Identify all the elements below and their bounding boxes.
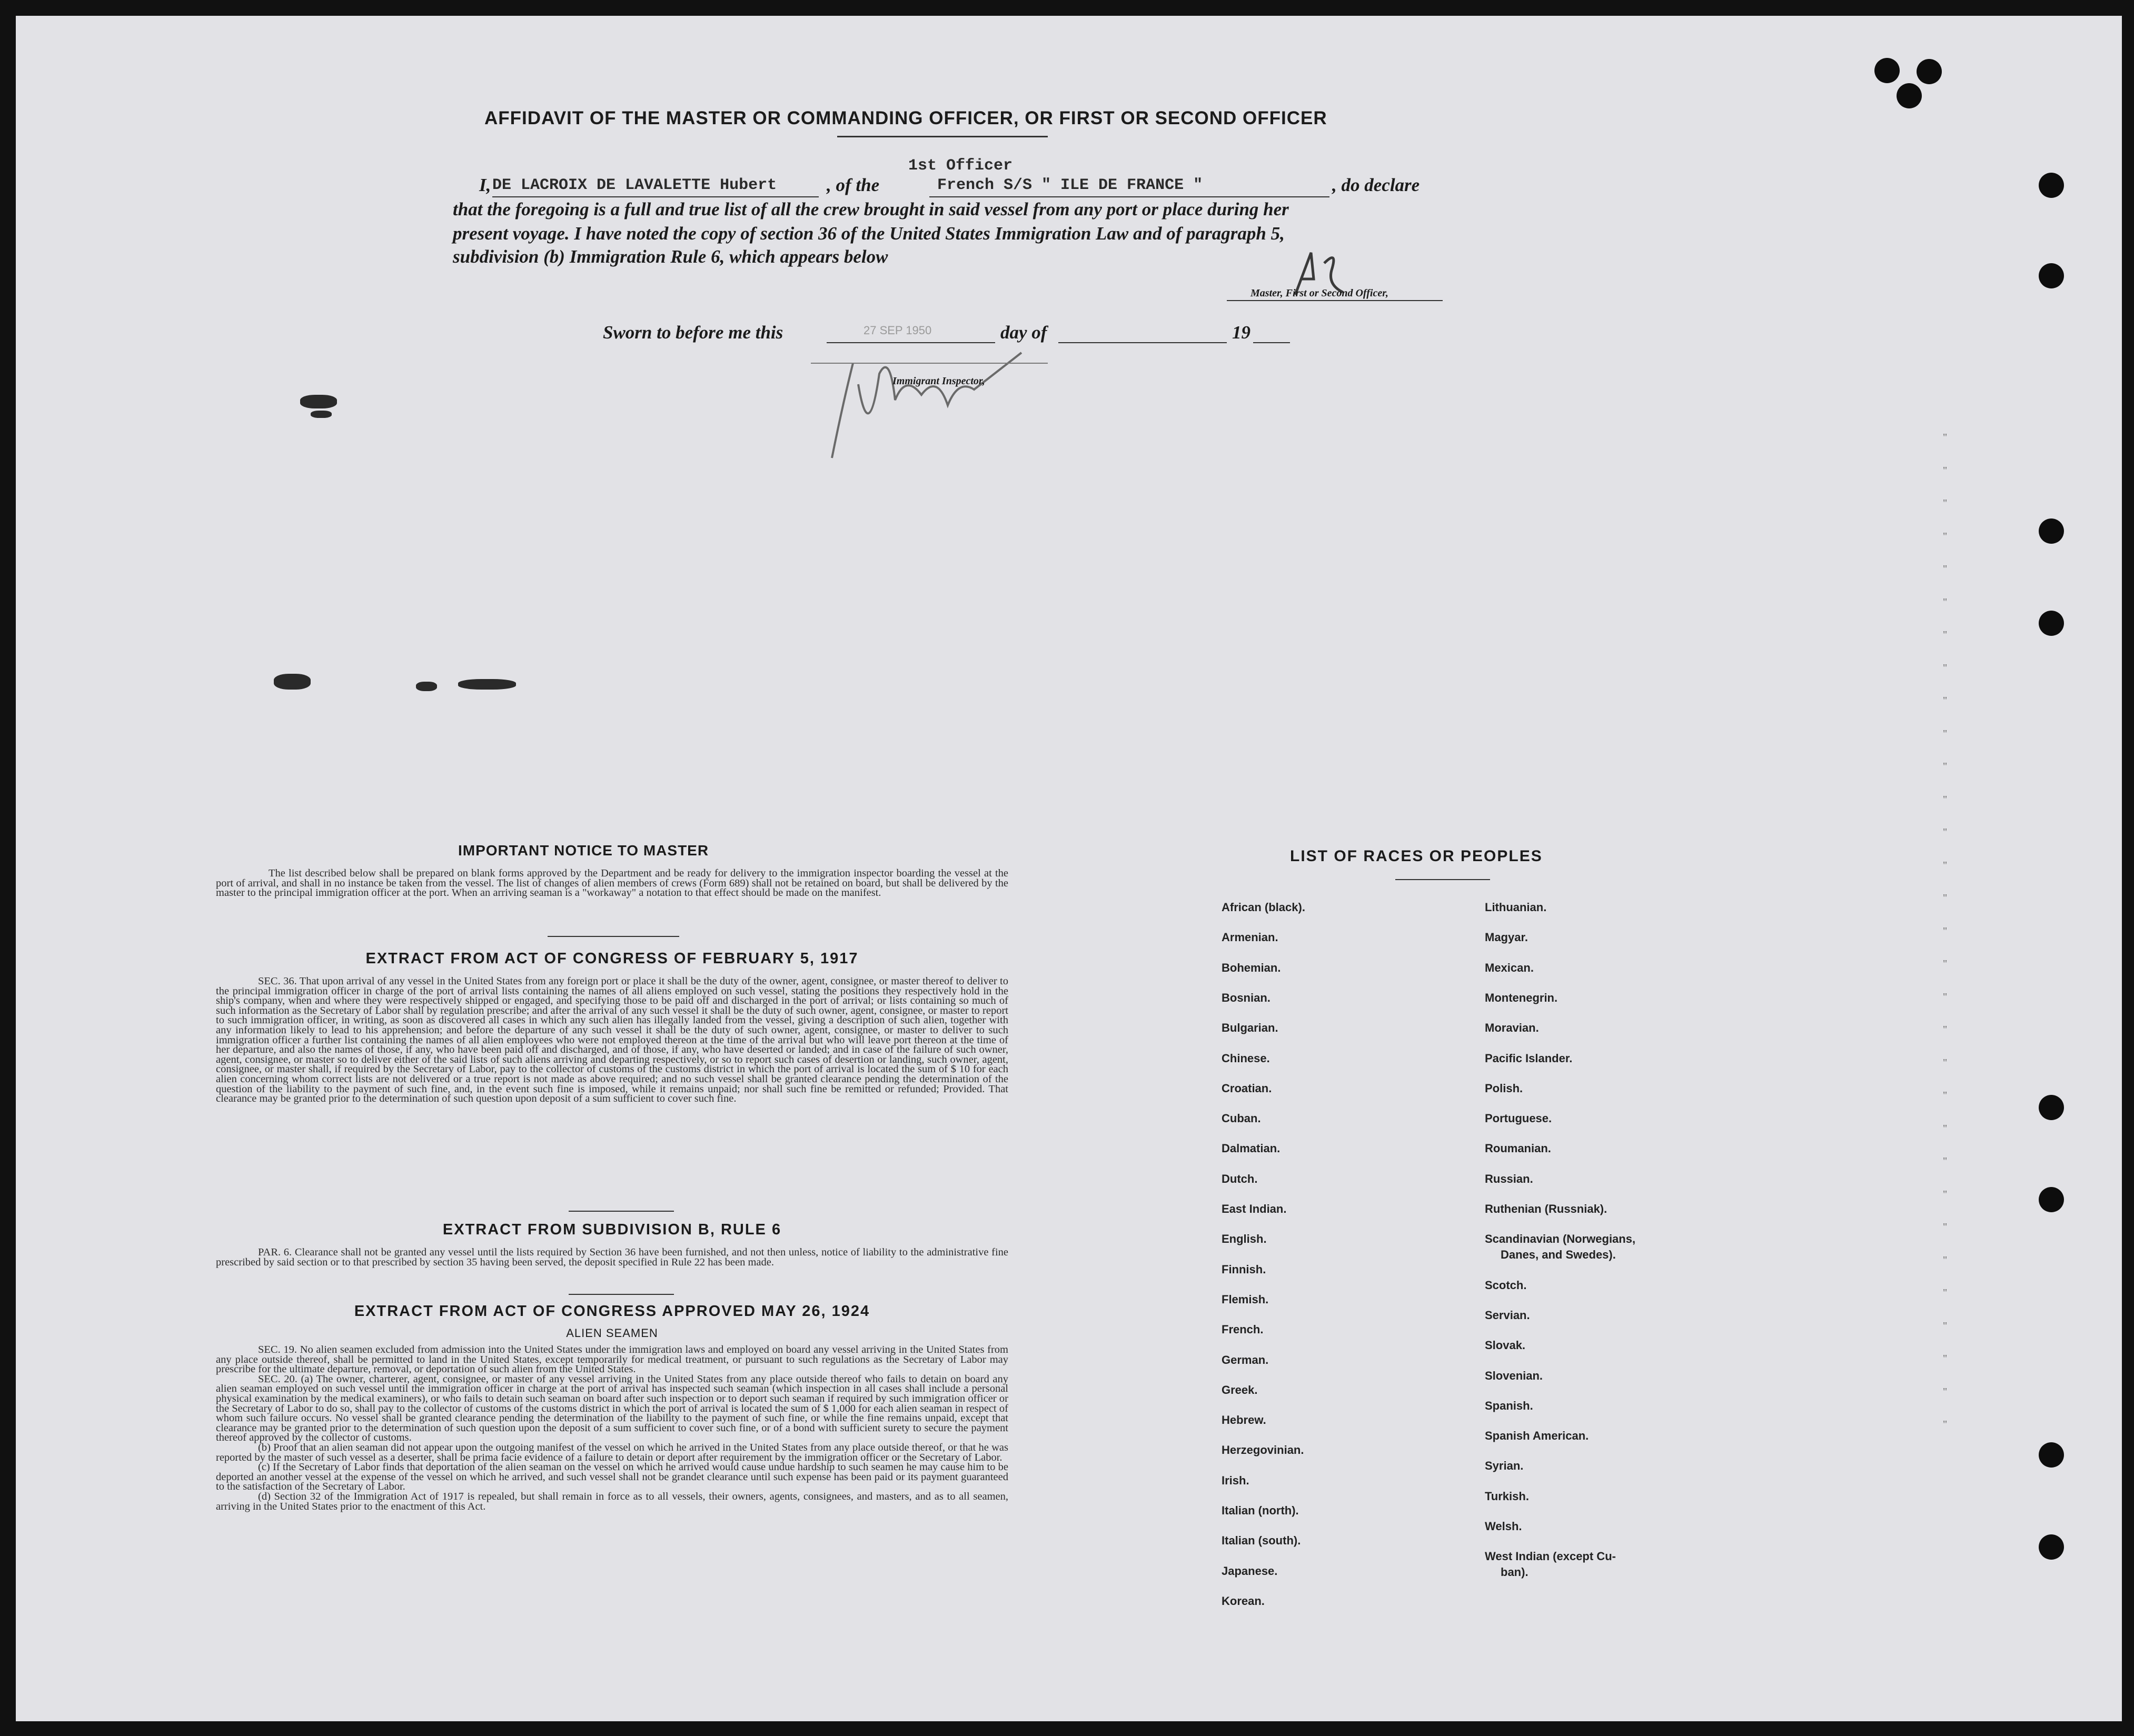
race-item: Chinese. xyxy=(1222,1051,1270,1065)
punch-hole xyxy=(1874,58,1900,83)
race-item: Italian (north). xyxy=(1222,1504,1299,1517)
ditto-mark: " xyxy=(1943,1221,1948,1233)
race-item: Servian. xyxy=(1485,1308,1530,1322)
section-divider xyxy=(548,936,679,937)
punch-hole xyxy=(2039,1095,2064,1120)
declaration-do-declare: , do declare xyxy=(1332,175,1420,195)
race-item: Pacific Islander. xyxy=(1485,1051,1573,1065)
date-stamp: 27 SEP 1950 xyxy=(863,324,932,337)
ditto-mark: " xyxy=(1943,1188,1948,1200)
ditto-mark: " xyxy=(1943,925,1948,937)
race-item: Mexican. xyxy=(1485,961,1534,974)
inspector-caption: Immigrant Inspector, xyxy=(892,375,985,387)
race-item: Welsh. xyxy=(1485,1520,1522,1533)
ditto-mark: " xyxy=(1943,826,1948,838)
punch-hole xyxy=(2039,173,2064,198)
race-item: Herzegovinian. xyxy=(1222,1443,1304,1457)
declaration-of-the: , of the xyxy=(827,175,880,195)
day-of-text: day of xyxy=(1000,322,1047,343)
race-item: Syrian. xyxy=(1485,1459,1524,1473)
race-item: Korean. xyxy=(1222,1594,1265,1608)
punch-hole xyxy=(2039,1534,2064,1560)
race-item: Moravian. xyxy=(1485,1021,1539,1035)
ditto-mark: " xyxy=(1943,432,1948,443)
race-item: Dutch. xyxy=(1222,1172,1258,1185)
race-item: Turkish. xyxy=(1485,1489,1529,1503)
officer-rank: 1st Officer xyxy=(908,157,1013,175)
extract-1917-title: EXTRACT FROM ACT OF CONGRESS OF FEBRUARY 5, 1917 xyxy=(365,950,859,967)
ditto-mark: " xyxy=(1943,892,1948,904)
punch-hole xyxy=(1917,59,1942,84)
ditto-mark: " xyxy=(1943,1090,1948,1101)
punch-hole xyxy=(2039,263,2064,288)
punch-hole xyxy=(2039,611,2064,636)
sworn-text: Sworn to before me this xyxy=(603,322,783,343)
race-item: Russian. xyxy=(1485,1172,1533,1185)
ditto-mark: " xyxy=(1943,761,1948,772)
race-item: Scandinavian (Norwegians, xyxy=(1485,1232,1636,1246)
race-item: German. xyxy=(1222,1353,1269,1366)
punch-hole xyxy=(2039,518,2064,544)
subdivision-title: EXTRACT FROM SUBDIVISION B, RULE 6 xyxy=(442,1221,782,1238)
race-item: Roumanian. xyxy=(1485,1142,1551,1155)
fill-line xyxy=(492,196,819,197)
ditto-mark: " xyxy=(1943,1254,1948,1266)
ditto-mark: " xyxy=(1943,662,1948,674)
document-page xyxy=(16,16,2122,1721)
race-item: Flemish. xyxy=(1222,1292,1269,1306)
race-item: Lithuanian. xyxy=(1485,901,1547,914)
extract-1924-subtitle: ALIEN SEAMEN xyxy=(566,1326,658,1340)
ditto-column xyxy=(1943,421,1964,1441)
ditto-mark: " xyxy=(1943,1320,1948,1332)
ink-smudge xyxy=(416,682,437,691)
race-item: French. xyxy=(1222,1323,1264,1336)
title-divider xyxy=(837,136,1048,137)
race-item: Dalmatian. xyxy=(1222,1142,1281,1155)
race-item: Slovenian. xyxy=(1485,1369,1543,1382)
declaration-line-2: that the foregoing is a full and true list of all the crew brought in said vessel from any port or place during her xyxy=(453,199,1289,220)
notice-body: The list described below shall be prepared on blank forms approved by the Department and be ready for delivery to the immigration inspector boarding the vessel at the port of arrival, and shall in no instance be taken from the vessel. The list of changes of alien members of crews (Form 689) shall not be retained on board, but shall be delivered by the master to the principal immigration officer at the port. When an arriving seaman is a "workaway" a notation to that effect should be made on the manifest. xyxy=(216,867,1008,899)
ditto-mark: " xyxy=(1943,596,1948,608)
fill-line xyxy=(1227,300,1443,301)
ditto-mark: " xyxy=(1943,1353,1948,1364)
ditto-mark: " xyxy=(1943,1385,1948,1398)
race-item: Scotch. xyxy=(1485,1278,1527,1292)
punch-hole xyxy=(2039,1442,2064,1468)
fill-line xyxy=(1058,342,1227,343)
ditto-mark: " xyxy=(1943,530,1948,542)
race-item: Portuguese. xyxy=(1485,1112,1552,1125)
race-item: Greek. xyxy=(1222,1383,1258,1396)
ditto-mark: " xyxy=(1943,859,1948,871)
ink-smudge xyxy=(458,679,516,690)
fill-line xyxy=(1253,342,1290,343)
race-item: English. xyxy=(1222,1232,1267,1246)
extract-1917-body: SEC. 36. That upon arrival of any vessel in the United States from any foreign port or place it shall be the duty of the owner, agent, consignee, or master thereof to deliver to the principal immigration officer in charge of the port of arrival lists containing the names of all aliens employed on such vessel, stating the positions they respectively hold in the ship's company, when and where they were respectively shipped or engaged, and specifying those to be paid off and discharged in the port of arrival; or lists containing so much of such information as the Secretary of Labor shall by regulation prescribe; and after the arrival of any such vessel it shall be the duty of such owner, agent, consignee, or master to report to such immigration officer, in writing, as soon as discovered all cases in which any such alien has illegally landed from the vessel, giving a description of such alien, together with any information likely to lead to his apprehension; and before the departure of any such vessel it shall be the duty of such owner, agent, consignee, or master to deliver to such immigration officer a further list containing the names of all alien employees who were not employed thereon at the time of the arrival but who will leave port thereon at the time of her departure, and also the names of those, if any, who have been paid off and discharged, and of those, if any, who have deserted or landed; and in case of the failure of such owner, agent, consignee, or master so to deliver either of the said lists of such aliens arriving and departing respectively, or so to report such cases of desertion or landing, such owner, agent, consignee, or master shall, if required by the Secretary of Labor, pay to the collector of customs of the customs district in which the port of arrival is located the sum of $ 10 for each alien concerning whom correct lists are not delivered or a true report is not made as above required; and no such vessel shall be granted clearance pending the determination of the question of the liability to the payment of such fine, and, in the event such fine is imposed, while it remains unpaid; nor shall such fine be remitted or refunded; Provided. That clearance may be granted prior to the determination of such question upon deposit of a sum sufficient to cover such fine. xyxy=(216,975,1008,1105)
ditto-mark: " xyxy=(1943,1122,1948,1134)
ditto-mark: " xyxy=(1943,563,1948,575)
sec20b-text: (b) Proof that an alien seaman did not appear upon the outgoing manifest of the vessel on which he arrived in the United States from any place outside thereof, or that he was reported by the master of such vessel as a deserter, shall be prima facie evidence of a failure to detain or deport after requirement by the immigration officer or the Secretary of Labor. xyxy=(216,1441,1008,1463)
ditto-mark: " xyxy=(1943,958,1948,970)
section-divider xyxy=(569,1294,674,1295)
race-item: Finnish. xyxy=(1222,1262,1266,1276)
extract-1924-title: EXTRACT FROM ACT OF CONGRESS APPROVED MAY 26, 1924 xyxy=(354,1303,870,1320)
extract-1924-body xyxy=(216,1345,1008,1511)
ink-smudge xyxy=(311,411,332,418)
ditto-mark: " xyxy=(1943,1024,1948,1035)
affidavit-title: AFFIDAVIT OF THE MASTER OR COMMANDING OFFICER, OR FIRST OR SECOND OFFICER xyxy=(484,108,1327,128)
race-item: East Indian. xyxy=(1222,1202,1287,1215)
ditto-mark: " xyxy=(1943,991,1948,1003)
section-divider xyxy=(569,1211,674,1212)
sec20a-text: SEC. 20. (a) The owner, charterer, agent, consignee, or master of any vessel arriving in the United States from any place outside thereof who fails to detain on board any alien seaman employed on such vessel until the immigration officer in charge at the port of arrival has inspected such seaman (which inspection in all cases shall include a personal physical examination by the medical examiners), or who fails to detain such seaman on board after such inspection or to deport such seaman if required by such immigration officer or the Secretary of Labor to do so, shall pay to the collector of customs of the customs district in which the port of arrival is located the sum of $ 1,000 for each alien seaman in respect of whom such failure occurs. No vessel shall be granted clearance pending the determination of the liability to the payment of such fine, or while the fine remains unpaid, except that clearance may be granted prior to the determination of such question upon the deposit of a sum sufficient to cover such fine, or of a bond with sufficient surety to secure the payment thereof approved by the collector of customs. xyxy=(216,1373,1008,1444)
ditto-mark: " xyxy=(1943,793,1948,805)
ditto-mark: " xyxy=(1943,497,1948,509)
race-item: Croatian. xyxy=(1222,1081,1272,1095)
ditto-mark: " xyxy=(1943,727,1948,740)
race-item: Spanish American. xyxy=(1485,1429,1589,1443)
race-item: Ruthenian (Russniak). xyxy=(1485,1202,1607,1215)
ink-smudge xyxy=(274,674,311,690)
race-item: Magyar. xyxy=(1485,931,1528,944)
subdivision-body: PAR. 6. Clearance shall not be granted any vessel until the lists required by Section 36 have been furnished, and not then unless, notice of liability to the administrative fine prescribed by said section or to that prescribed by section 35 having been served, the deposit specified in Rule 22 has been made. xyxy=(216,1246,1008,1268)
officer-caption: Master, First or Second Officer, xyxy=(1250,287,1388,299)
races-title: LIST OF RACES OR PEOPLES xyxy=(1290,847,1543,865)
race-item: Bulgarian. xyxy=(1222,1021,1278,1035)
ditto-mark: " xyxy=(1943,1056,1948,1069)
sec20c-text: (c) If the Secretary of Labor finds that deportation of the alien seaman on the vessel on which he arrived would cause undue hardship to such seamen he may cause him to be deported an another vessel at the expense of the vessel on which he arrived, and such vessel shall not be grandet clearance until such expense has been paid or its payment guaranteed to the satisfaction of the Secretary of Labor. xyxy=(216,1461,1008,1493)
race-item: Bosnian. xyxy=(1222,991,1271,1004)
race-item: Bohemian. xyxy=(1222,961,1281,974)
race-item: Spanish. xyxy=(1485,1399,1533,1412)
ditto-mark: " xyxy=(1943,464,1948,476)
punch-hole xyxy=(2039,1187,2064,1212)
ditto-mark: " xyxy=(1943,1419,1948,1430)
declaration-line-3: present voyage. I have noted the copy of section 36 of the United States Immigration Law and of paragraph 5, xyxy=(453,223,1285,244)
sec19-text: SEC. 19. No alien seamen excluded from admission into the United States under the immigration laws and employed on board any vessel arriving in the United States from any place outside thereof, shall be permitted to land in the United States, except temporarily for medical treatment, or pursuant to such regulations as the Secretary of Labor may prescribe for the ultimate departure, removal, or deportation of such alien from the United States. xyxy=(216,1344,1008,1375)
notice-title: IMPORTANT NOTICE TO MASTER xyxy=(458,842,709,859)
sec20d-text: (d) Section 32 of the Immigration Act of 1917 is repealed, but shall remain in force as to all vessels, their owners, agents, consignees, and masters, and as to all seamen, arriving in the United States prior to the enactment of this Act. xyxy=(216,1490,1008,1512)
ditto-mark: " xyxy=(1943,1155,1948,1167)
race-item: Cuban. xyxy=(1222,1112,1261,1125)
race-item: Slovak. xyxy=(1485,1339,1526,1352)
race-item: Irish. xyxy=(1222,1473,1249,1487)
races-divider xyxy=(1395,879,1490,880)
year-prefix: 19 xyxy=(1232,322,1250,343)
race-item: West Indian (except Cu- xyxy=(1485,1550,1616,1563)
punch-hole xyxy=(1897,83,1922,108)
race-item: Danes, and Swedes). xyxy=(1501,1248,1616,1262)
race-item: Polish. xyxy=(1485,1081,1523,1095)
race-item: Hebrew. xyxy=(1222,1413,1266,1427)
master-name: DE LACROIX DE LAVALETTE Hubert xyxy=(492,176,777,194)
ditto-mark: " xyxy=(1943,629,1948,641)
inspector-signature xyxy=(800,342,1074,468)
race-item: Italian (south). xyxy=(1222,1534,1301,1548)
vessel-name: French S/S " ILE DE FRANCE " xyxy=(937,176,1203,194)
ditto-mark: " xyxy=(1943,695,1948,706)
race-item: Montenegrin. xyxy=(1485,991,1558,1004)
race-item: Armenian. xyxy=(1222,931,1278,944)
fill-line xyxy=(929,196,1329,197)
race-item: African (black). xyxy=(1222,901,1305,914)
declaration-i: I, xyxy=(479,175,491,195)
race-item: Japanese. xyxy=(1222,1564,1278,1578)
race-item: ban). xyxy=(1501,1565,1528,1579)
ditto-mark: " xyxy=(1943,1287,1948,1299)
declaration-line-4: subdivision (b) Immigration Rule 6, which appears below xyxy=(453,246,888,267)
ink-smudge xyxy=(300,395,337,408)
